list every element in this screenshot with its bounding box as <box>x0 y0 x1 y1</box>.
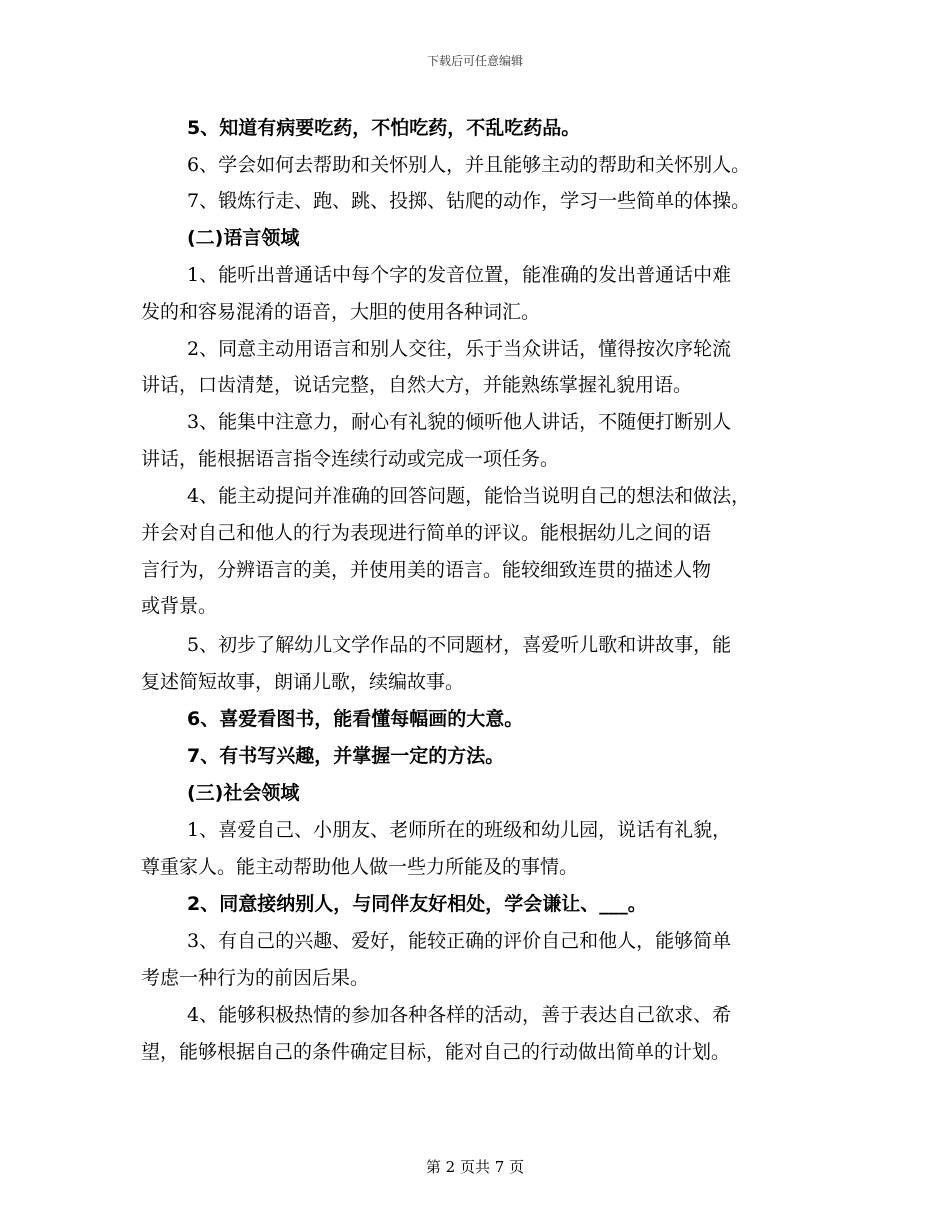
paragraph-line: 言行为，分辨语言的美，并使用美的语言。能较细致连贯的描述人物 <box>141 559 712 581</box>
paragraph-line: 并会对自己和他人的行为表现进行简单的评议。能根据幼儿之间的语 <box>141 522 712 544</box>
paragraph-line: 7、锻炼行走、跑、跳、投掷、钻爬的动作，学习一些简单的体操。 <box>187 190 751 212</box>
paragraph-line: 7、有书写兴趣，并掌握一定的方法。 <box>187 745 505 767</box>
paragraph-line: 复述简短故事，朗诵儿歌，续编故事。 <box>141 671 465 693</box>
paragraph-line: 3、有自己的兴趣、爱好，能较正确的评价自己和他人，能够简单 <box>187 930 732 952</box>
paragraph-line: 2、同意接纳别人，与同伴友好相处，学会谦让、___。 <box>187 893 647 915</box>
section-heading: (二)语言领域 <box>187 227 300 249</box>
page-header: 下载后可任意编辑 <box>426 54 523 68</box>
paragraph-line: 5、初步了解幼儿文学作品的不同题材，喜爱听儿歌和讲故事，能 <box>187 634 732 656</box>
paragraph-line: 5、知道有病要吃药，不怕吃药，不乱吃药品。 <box>187 117 581 139</box>
paragraph-line: 4、能够积极热情的参加各种各样的活动，善于表达自己欲求、希 <box>187 1004 732 1026</box>
page-footer: 第 2 页共 7 页 <box>425 1158 525 1176</box>
paragraph-line: 讲话，口齿清楚，说话完整，自然大方，并能熟练掌握礼貌用语。 <box>141 374 693 396</box>
paragraph-line: 或背景。 <box>141 595 218 617</box>
paragraph-line: 发的和容易混淆的语音，大胆的使用各种词汇。 <box>141 301 541 323</box>
paragraph-line: 6、学会如何去帮助和关怀别人，并且能够主动的帮助和关怀别人。 <box>187 154 751 176</box>
section-heading: (三)社会领域 <box>187 782 300 804</box>
paragraph-line: 尊重家人。能主动帮助他人做一些力所能及的事情。 <box>141 856 579 878</box>
paragraph-line: 4、能主动提问并准确的回答问题，能恰当说明自己的想法和做法， <box>187 485 751 507</box>
paragraph-line: 6、喜爱看图书，能看懂每幅画的大意。 <box>187 708 524 730</box>
paragraph-line: 望，能够根据自己的条件确定目标，能对自己的行动做出简单的计划。 <box>141 1041 731 1063</box>
paragraph-line: 2、同意主动用语言和别人交往，乐于当众讲话，懂得按次序轮流 <box>187 338 732 360</box>
paragraph-line: 1、喜爱自己、小朋友、老师所在的班级和幼儿园，说话有礼貌， <box>187 819 732 841</box>
paragraph-line: 讲话，能根据语言指令连续行动或完成一项任务。 <box>141 448 560 470</box>
paragraph-line: 考虑一种行为的前因后果。 <box>141 967 370 989</box>
paragraph-line: 3、能集中注意力，耐心有礼貌的倾听他人讲话，不随便打断别人 <box>187 411 732 433</box>
paragraph-line: 1、能听出普通话中每个字的发音位置，能准确的发出普通话中难 <box>187 264 732 286</box>
